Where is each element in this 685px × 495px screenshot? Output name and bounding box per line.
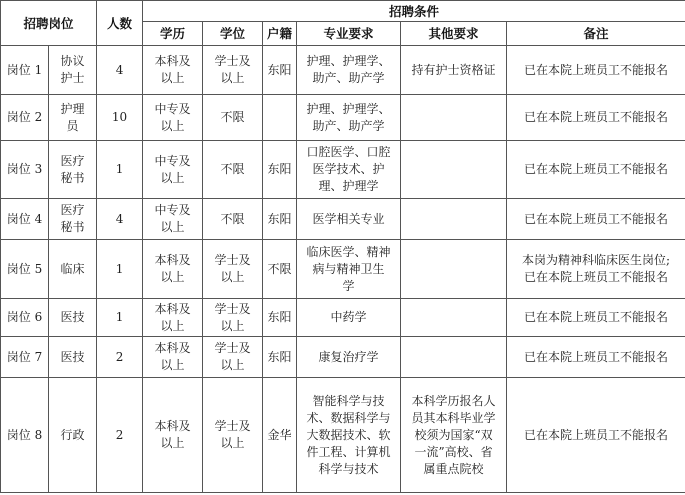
major: 临床医学、精神 病与精神卫生 学	[297, 240, 401, 299]
other-requirement	[401, 240, 507, 299]
major: 康复治疗学	[297, 337, 401, 378]
household: 东阳	[263, 337, 297, 378]
major: 智能科学与技 术、数据科学与 大数据技术、软 件工程、计算机 科学与技术	[297, 378, 401, 493]
table-row	[1, 141, 685, 199]
degree: 不限	[203, 95, 263, 141]
post-name: 医疗 秘书	[49, 141, 97, 199]
post-name: 临床	[49, 240, 97, 299]
header-education: 学历	[143, 22, 203, 46]
education: 中专及 以上	[143, 141, 203, 199]
degree: 学士及 以上	[203, 46, 263, 95]
degree: 学士及 以上	[203, 299, 263, 337]
header-post: 招聘岗位	[1, 1, 97, 46]
post-id: 岗位 5	[1, 240, 49, 299]
post-id: 岗位 3	[1, 141, 49, 199]
post-id: 岗位 2	[1, 95, 49, 141]
note: 已在本院上班员工不能报名	[507, 141, 685, 199]
major: 护理、护理学、 助产、助产学	[297, 95, 401, 141]
major: 护理、护理学、 助产、助产学	[297, 46, 401, 95]
header-other: 其他要求	[401, 22, 507, 46]
note: 已在本院上班员工不能报名	[507, 46, 685, 95]
major: 医学相关专业	[297, 199, 401, 240]
education: 本科及 以上	[143, 240, 203, 299]
post-name: 医疗 秘书	[49, 199, 97, 240]
degree: 学士及 以上	[203, 337, 263, 378]
table-row	[1, 337, 685, 378]
note: 本岗为精神科临床医生岗位; 已在本院上班员工不能报名	[507, 240, 685, 299]
household	[263, 95, 297, 141]
headcount: 2	[97, 337, 143, 378]
other-requirement: 本科学历报名人 员其本科毕业学 校须为国家“双 一流”高校、省 属重点院校	[401, 378, 507, 493]
header-conditions: 招聘条件	[143, 1, 685, 22]
household: 东阳	[263, 199, 297, 240]
table-row	[1, 299, 685, 337]
headcount: 1	[97, 141, 143, 199]
household: 金华	[263, 378, 297, 493]
degree: 不限	[203, 141, 263, 199]
headcount: 10	[97, 95, 143, 141]
education: 中专及 以上	[143, 199, 203, 240]
headcount: 2	[97, 378, 143, 493]
header-household: 户籍	[263, 22, 297, 46]
table-row	[1, 378, 685, 493]
table-row	[1, 95, 685, 141]
post-id: 岗位 6	[1, 299, 49, 337]
post-id: 岗位 1	[1, 46, 49, 95]
education: 中专及 以上	[143, 95, 203, 141]
other-requirement	[401, 199, 507, 240]
education: 本科及 以上	[143, 299, 203, 337]
note: 已在本院上班员工不能报名	[507, 299, 685, 337]
degree: 学士及 以上	[203, 378, 263, 493]
post-id: 岗位 8	[1, 378, 49, 493]
note: 已在本院上班员工不能报名	[507, 95, 685, 141]
headcount: 4	[97, 46, 143, 95]
header-major: 专业要求	[297, 22, 401, 46]
household: 不限	[263, 240, 297, 299]
header-note: 备注	[507, 22, 685, 46]
post-id: 岗位 7	[1, 337, 49, 378]
education: 本科及 以上	[143, 337, 203, 378]
table-row	[1, 240, 685, 299]
post-name: 医技	[49, 299, 97, 337]
post-name: 协议 护士	[49, 46, 97, 95]
degree: 学士及 以上	[203, 240, 263, 299]
education: 本科及 以上	[143, 378, 203, 493]
post-name: 行政	[49, 378, 97, 493]
major: 中药学	[297, 299, 401, 337]
post-name: 护理 员	[49, 95, 97, 141]
education: 本科及 以上	[143, 46, 203, 95]
header-count: 人数	[97, 1, 143, 46]
other-requirement	[401, 95, 507, 141]
table-row	[1, 199, 685, 240]
note: 已在本院上班员工不能报名	[507, 199, 685, 240]
degree: 不限	[203, 199, 263, 240]
household: 东阳	[263, 299, 297, 337]
headcount: 4	[97, 199, 143, 240]
household: 东阳	[263, 46, 297, 95]
major: 口腔医学、口腔 医学技术、护 理、护理学	[297, 141, 401, 199]
other-requirement	[401, 141, 507, 199]
note: 已在本院上班员工不能报名	[507, 337, 685, 378]
other-requirement	[401, 337, 507, 378]
post-name: 医技	[49, 337, 97, 378]
header-degree: 学位	[203, 22, 263, 46]
headcount: 1	[97, 299, 143, 337]
other-requirement: 持有护士资格证	[401, 46, 507, 95]
headcount: 1	[97, 240, 143, 299]
note: 已在本院上班员工不能报名	[507, 378, 685, 493]
post-id: 岗位 4	[1, 199, 49, 240]
table-row	[1, 46, 685, 95]
household: 东阳	[263, 141, 297, 199]
other-requirement	[401, 299, 507, 337]
